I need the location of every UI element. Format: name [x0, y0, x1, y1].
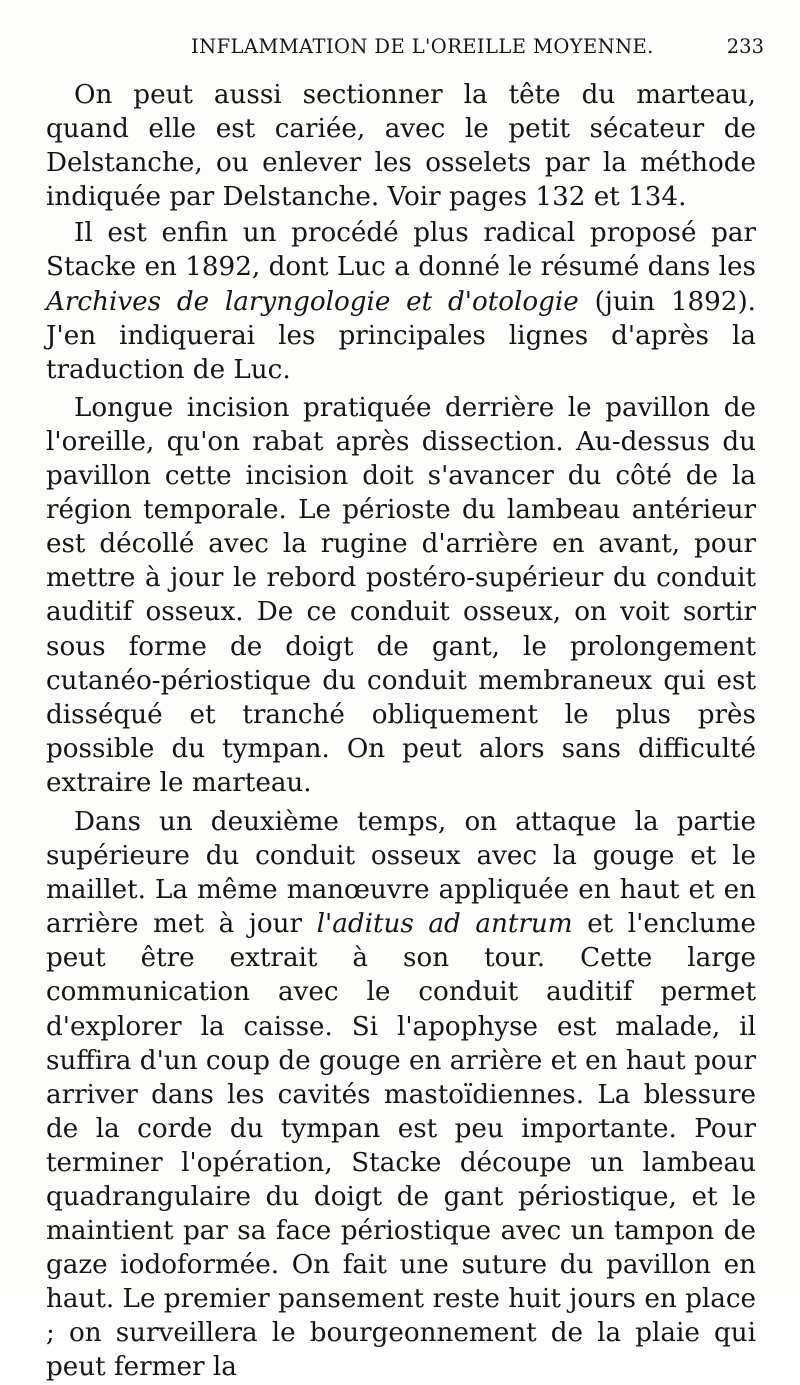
paragraph-3: Longue incision pratiquée derrière le pavillon de l'oreille, qu'on rabat après dissection. Au-dessus du pavillon cette incision doit s'avancer du côté de la région temporale. Le périoste du lambeau antérieur est décollé avec la rugine d'arrière en avant, pour mettre à jour le rebord postéro-supérieur du conduit auditif osseux. De ce conduit osseux, on voit sortir sous forme de doigt de gant, le prolongement cutanéo-périostique du conduit membraneux qui est disséqué et tranché obliquement le plus près possible du tympan. On peut alors sans difficulté extraire le marteau.: [46, 392, 756, 798]
paragraph-4-latin-term: l'aditus ad antrum: [316, 909, 573, 940]
page-number: 233: [726, 35, 764, 58]
body-text: [46, 78, 756, 1385]
paragraph-1: On peut aussi sectionner la tête du marteau, quand elle est cariée, avec le petit sécateur de Delstanche, ou enlever les osselets par la méthode indiquée par Delstanche. Voir pages 132 et 134.: [46, 80, 756, 213]
paragraph-2-journal-title: Archives de laryngologie et d'otologie: [46, 286, 579, 317]
page-header: [46, 30, 764, 64]
paragraph-4-text-a: Dans un deuxième temps, on attaque la partie supérieure du conduit osseux avec la gouge et le maillet. La même manœuvre appliquée en haut et en arrière met à jour: [46, 806, 756, 940]
paragraph-2: [46, 216, 756, 386]
paragraph-2-text-c: (juin 1892). J'en indiquerai les principales lignes d'après la traduction de Luc.: [46, 286, 757, 385]
paragraph-4: [46, 805, 756, 1385]
running-head: INFLAMMATION DE L'OREILLE MOYENNE.: [191, 35, 654, 58]
paragraph-2-text-a: Il est enfin un procédé plus radical proposé par Stacke en 1892, dont Luc a donné le résumé dans les: [46, 218, 756, 283]
paragraph-4-text-c: et l'enclume peut être extrait à son tour. Cette large communication avec le conduit auditif permet d'explorer la caisse. Si l'apophyse est malade, il suffira d'un coup de gouge en arrière et en haut pour arriver dans les cavités mastoïdiennes. La blessure de la corde du tympan est peu importante. Pour terminer l'opération, Stacke découpe un lambeau quadrangulaire du doigt de gant périostique, et le maintient par sa face périostique avec un tampon de gaze iodoformée. On fait une suture du pavillon en haut. Le premier pansement reste huit jours en place ; on surveillera le bourgeonnement de la plaie qui peut fermer la: [46, 909, 756, 1383]
